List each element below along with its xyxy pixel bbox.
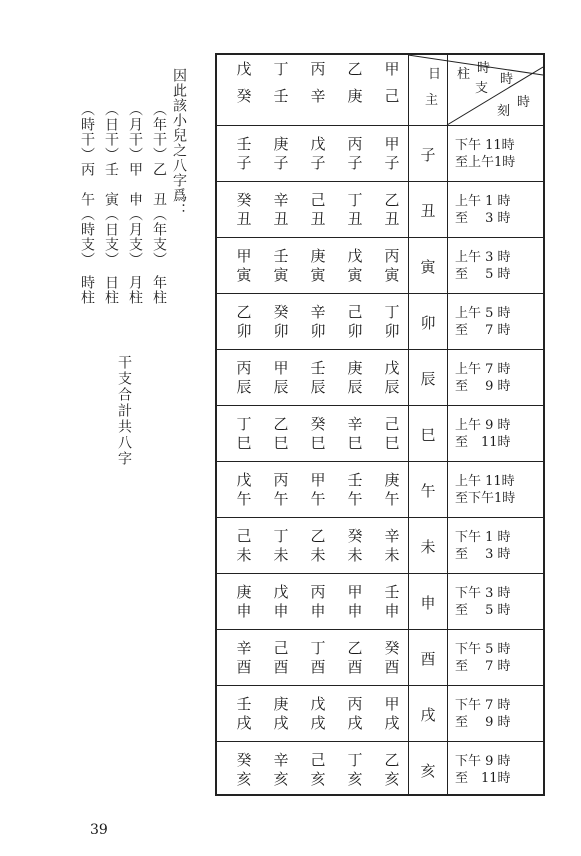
stem-branch-cell: 甲 申 [347, 583, 363, 620]
stem-branch-cell: 壬 寅 [273, 247, 289, 284]
stem-branch-cell: 丁 未 [273, 527, 289, 564]
stem-branch-cell: 壬 戌 [236, 695, 252, 732]
stem-branch-cell: 己 酉 [273, 639, 289, 676]
stem-branch-cell: 壬 辰 [310, 359, 326, 396]
stem-branch-cell: 己 丑 [310, 191, 326, 228]
table-row [217, 349, 543, 406]
branch-label: 戌 [420, 705, 436, 724]
stem-branch-cell: 甲 辰 [273, 359, 289, 396]
stem-branch-cell: 戊 辰 [384, 359, 400, 396]
table-row [217, 573, 543, 630]
stem-branch-cell: 辛 亥 [273, 751, 289, 788]
stem-branch-cell: 癸 丑 [236, 191, 252, 228]
time-range: 上午 5 時 至 7 時 [455, 306, 511, 338]
table-row [217, 181, 543, 238]
stem-branch-cell: 辛 未 [384, 527, 400, 564]
hour-pillar-text: （時干）丙 午（時支） 時柱 [79, 102, 95, 305]
table-row [217, 237, 543, 294]
stem-branch-cell: 丙 寅 [384, 247, 400, 284]
year-pillar-text: （年干）乙 丑（年支） 年柱 [151, 102, 167, 305]
branch-label: 丑 [420, 201, 436, 220]
stem-branch-cell: 戊 申 [273, 583, 289, 620]
stem-branch-cell: 壬 午 [347, 471, 363, 508]
table-row [217, 629, 543, 686]
day-pillar-text: （日干）壬 寅（日支） 日柱 [103, 102, 119, 305]
branch-label: 酉 [420, 649, 436, 668]
stem-branch-cell: 戊 寅 [347, 247, 363, 284]
stem-branch-cell: 戊 午 [236, 471, 252, 508]
stem-branch-cell: 丁 巳 [236, 415, 252, 452]
stem-branch-cell: 壬 申 [384, 583, 400, 620]
stem-branch-cell: 己 未 [236, 527, 252, 564]
stem-branch-cell: 丙 申 [310, 583, 326, 620]
header-row [217, 55, 543, 119]
time-range: 下午 3 時 至 5 時 [455, 586, 511, 618]
time-range: 上午 7 時 至 9 時 [455, 362, 511, 394]
branch-label: 申 [420, 593, 436, 612]
stem-branch-cell: 辛 丑 [273, 191, 289, 228]
stem-branch-cell: 丁 酉 [310, 639, 326, 676]
stem-branch-cell: 乙 丑 [384, 191, 400, 228]
stem-branch-cell: 癸 亥 [236, 751, 252, 788]
stem-branch-cell: 癸 巳 [310, 415, 326, 452]
stem-branch-cell: 甲 子 [384, 135, 400, 172]
stem-branch-cell: 辛 巳 [347, 415, 363, 452]
table-row [217, 461, 543, 518]
table-row [217, 741, 543, 798]
header-zhu: 主 [425, 93, 439, 108]
time-range: 下午 7 時 至 9 時 [455, 698, 511, 730]
stem-branch-cell: 庚 午 [384, 471, 400, 508]
time-range: 上午 9 時 至 11時 [455, 418, 511, 450]
header-cell: 甲 己 [384, 60, 400, 105]
header-shi3: 時 [517, 95, 531, 110]
branch-label: 亥 [420, 761, 436, 780]
time-range: 下午 1 時 至 3 時 [455, 530, 511, 562]
stem-branch-cell: 丙 午 [273, 471, 289, 508]
stem-branch-cell: 己 卯 [347, 303, 363, 340]
branch-label: 卯 [420, 313, 436, 332]
header-ri: 日 [428, 67, 442, 82]
table-row [217, 685, 543, 742]
stem-branch-cell: 丁 丑 [347, 191, 363, 228]
stem-branch-cell: 丙 辰 [236, 359, 252, 396]
stem-branch-cell: 庚 寅 [310, 247, 326, 284]
stem-branch-cell: 丙 子 [347, 135, 363, 172]
header-cell: 丙 辛 [310, 60, 326, 105]
page-number: 39 [90, 822, 108, 838]
stem-branch-cell: 辛 酉 [236, 639, 252, 676]
stem-branch-cell: 乙 卯 [236, 303, 252, 340]
table-row [217, 293, 543, 350]
stem-branch-cell: 庚 申 [236, 583, 252, 620]
stem-branch-cell: 乙 亥 [384, 751, 400, 788]
header-shi: 時 [477, 61, 491, 76]
time-range: 上午 3 時 至 5 時 [455, 250, 511, 282]
table-row [217, 125, 543, 182]
branch-label: 子 [420, 145, 436, 164]
stem-branch-cell: 庚 戌 [273, 695, 289, 732]
header-cell: 乙 庚 [347, 60, 363, 105]
time-range: 上午 11時 至下午1時 [455, 474, 516, 506]
header-zhi: 支 [475, 81, 489, 96]
time-range: 下午 5 時 至 7 時 [455, 642, 511, 674]
stem-branch-cell: 癸 酉 [384, 639, 400, 676]
stem-branch-cell: 乙 酉 [347, 639, 363, 676]
branch-label: 午 [420, 481, 436, 500]
stem-branch-cell: 庚 辰 [347, 359, 363, 396]
table-row [217, 405, 543, 462]
summary-note: 干支合計共八字 [116, 355, 132, 467]
month-pillar-text: （月干）甲 申（月支） 月柱 [127, 102, 143, 305]
branch-label: 辰 [420, 369, 436, 388]
stem-branch-cell: 庚 子 [273, 135, 289, 172]
table-row [217, 517, 543, 574]
stem-branch-cell: 戊 子 [310, 135, 326, 172]
time-range: 上午 1 時 至 3 時 [455, 194, 511, 226]
hour-pillar-table [215, 53, 545, 796]
time-range: 下午 9 時 至 11時 [455, 754, 511, 786]
header-shi2: 時 [500, 72, 514, 87]
stem-branch-cell: 乙 未 [310, 527, 326, 564]
stem-branch-cell: 甲 寅 [236, 247, 252, 284]
stem-branch-cell: 甲 午 [310, 471, 326, 508]
intro-text: 因此該小兒之八字爲： [171, 68, 187, 218]
stem-branch-cell: 己 巳 [384, 415, 400, 452]
header-zhu2: 柱 [457, 67, 471, 82]
stem-branch-cell: 壬 子 [236, 135, 252, 172]
stem-branch-cell: 己 亥 [310, 751, 326, 788]
stem-branch-cell: 甲 戌 [384, 695, 400, 732]
branch-label: 寅 [420, 257, 436, 276]
stem-branch-cell: 丙 戌 [347, 695, 363, 732]
stem-branch-cell: 癸 卯 [273, 303, 289, 340]
header-ke: 刻 [497, 104, 511, 119]
branch-label: 未 [420, 537, 436, 556]
stem-branch-cell: 癸 未 [347, 527, 363, 564]
branch-label: 巳 [420, 425, 436, 444]
stem-branch-cell: 乙 巳 [273, 415, 289, 452]
stem-branch-cell: 戊 戌 [310, 695, 326, 732]
time-range: 下午 11時 至上午1時 [455, 138, 516, 170]
stem-branch-cell: 辛 卯 [310, 303, 326, 340]
header-cell: 丁 壬 [273, 60, 289, 105]
stem-branch-cell: 丁 卯 [384, 303, 400, 340]
stem-branch-cell: 丁 亥 [347, 751, 363, 788]
header-cell: 戊 癸 [236, 60, 252, 105]
